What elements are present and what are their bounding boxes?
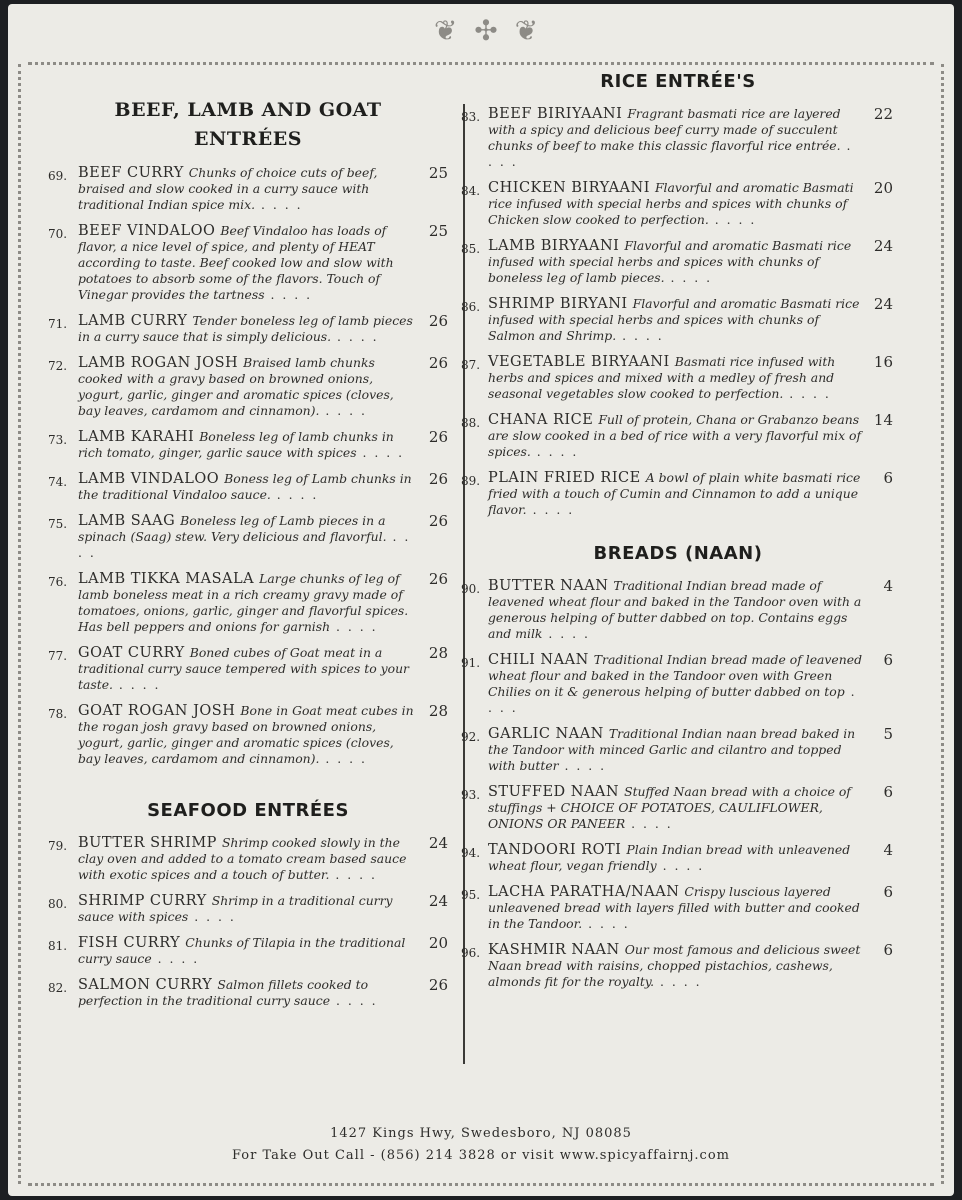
section-title-breads: BREADS (NAAN) xyxy=(593,542,763,564)
item-body xyxy=(488,884,863,932)
leader-dots: . . . . xyxy=(331,328,379,344)
item-number: 76. xyxy=(48,574,68,589)
leader-dots: . . . . xyxy=(664,269,713,285)
menu-item xyxy=(463,106,893,170)
menu-item xyxy=(463,354,893,402)
leader-dots: . . . . xyxy=(582,915,630,931)
item-number: 71. xyxy=(48,316,68,331)
item-body xyxy=(488,180,863,228)
item-name: SHRIMP CURRY xyxy=(78,892,207,909)
footer-address: 1427 Kings Hwy, Swedesboro, NJ 08085 xyxy=(330,1126,632,1141)
item-price: 24 xyxy=(873,294,893,313)
item-body xyxy=(488,412,863,460)
item-price: 22 xyxy=(873,104,893,123)
item-body xyxy=(78,893,418,925)
item-price: 28 xyxy=(428,701,448,720)
item-name: CHANA RICE xyxy=(488,411,594,428)
menu-item xyxy=(463,784,893,832)
item-number: 89. xyxy=(461,473,481,488)
item-description: Boneless leg of Lamb pieces in a spinach (Saag) stew. Very delicious and flavorful. xyxy=(78,512,387,544)
item-name: LAMB SAAG xyxy=(78,512,176,529)
menu-item xyxy=(48,223,448,303)
leader-dots: . . . . xyxy=(530,443,579,459)
ornament-flourish: ❦ ✣ ❦ xyxy=(433,14,543,47)
item-price: 16 xyxy=(873,352,893,371)
item-body xyxy=(488,784,863,832)
border-bottom xyxy=(28,1175,934,1186)
leader-dots: . . . . xyxy=(526,501,575,517)
item-name: LAMB TIKKA MASALA xyxy=(78,570,255,587)
item-price: 24 xyxy=(873,236,893,255)
item-description: Chunks of choice cuts of beef, braised and slow cooked in a curry sauce with traditional Indian spice mix. xyxy=(78,164,378,212)
item-price: 25 xyxy=(428,221,448,240)
leader-dots: . . . . xyxy=(112,676,161,692)
border-right xyxy=(933,64,944,1184)
right-column xyxy=(463,68,893,990)
item-body xyxy=(488,726,863,774)
item-description: Fragrant basmati rice are layered with a spicy and delicious beef curry made of succulent chunks of beef to make this classic flavorful rice entrée. xyxy=(488,105,841,153)
leader-dots: . . . . xyxy=(329,866,377,882)
item-description: Chunks of Tilapia in the traditional curry sauce xyxy=(78,934,406,966)
item-body xyxy=(78,935,418,967)
leader-dots: . . . . xyxy=(558,757,607,773)
item-number: 80. xyxy=(48,896,68,911)
item-body xyxy=(78,165,418,213)
item-body xyxy=(488,578,863,642)
item-name: PLAIN FRIED RICE xyxy=(488,469,641,486)
leader-dots: . . . . xyxy=(255,196,303,212)
item-price: 4 xyxy=(883,576,893,595)
item-number: 94. xyxy=(461,845,481,860)
menu-item xyxy=(48,835,448,883)
item-name: LAMB VINDALOO xyxy=(78,470,220,487)
item-price: 26 xyxy=(428,469,448,488)
menu-item xyxy=(48,429,448,461)
menu-page xyxy=(8,4,954,1196)
item-number: 69. xyxy=(48,168,68,183)
leader-dots: . . . . xyxy=(319,402,367,418)
item-number: 75. xyxy=(48,516,68,531)
item-description: Flavorful and aromatic Basmati rice infused with special herbs and spices with chunks of boneless leg of lamb pieces. xyxy=(488,237,852,285)
menu-item xyxy=(48,935,448,967)
item-price: 25 xyxy=(428,163,448,182)
menu-item xyxy=(48,703,448,767)
menu-item xyxy=(48,471,448,503)
item-price: 26 xyxy=(428,353,448,372)
menu-item xyxy=(463,238,893,286)
item-price: 24 xyxy=(428,833,448,852)
item-price: 14 xyxy=(873,410,893,429)
menu-item xyxy=(48,513,448,561)
item-body xyxy=(488,842,863,874)
item-number: 83. xyxy=(461,109,481,124)
item-name: SALMON CURRY xyxy=(78,976,213,993)
item-body xyxy=(78,223,418,303)
item-number: 70. xyxy=(48,226,68,241)
leader-dots: . . . . xyxy=(330,992,378,1008)
item-body xyxy=(78,645,418,693)
item-description: Beef Vindaloo has loads of flavor, a nice level of spice, and plenty of HEAT according to taste. Beef cooked low and slow with potatoes to absorb some of the flavors. Touch of Vinegar provides the tartness xyxy=(78,222,394,302)
leader-dots: . . . . xyxy=(542,625,590,641)
item-description: Full of protein, Chana or Grabanzo beans are slow cooked in a bed of rice with a very flavorful mix of spices. xyxy=(488,411,862,459)
item-name: SHRIMP BIRYANI xyxy=(488,295,628,312)
leader-dots: . . . . xyxy=(264,286,313,302)
left-column xyxy=(48,96,448,1009)
leader-dots: . . . . xyxy=(319,750,367,766)
item-description: Traditional Indian bread made of leavened wheat flour and baked in the Tandoor oven with Green Chilies on it & generous helping of butter dabbed on top xyxy=(488,651,863,699)
menu-item xyxy=(463,884,893,932)
item-body xyxy=(78,513,418,561)
item-body xyxy=(78,355,418,419)
item-description: Bone in Goat meat cubes in the rogan josh gravy based on browned onions, yogurt, garlic, ginger and aromatic spices (cloves, bay leaves, cardamom and cinnamon). xyxy=(78,702,414,766)
item-description: Plain Indian bread with unleavened wheat flour, vegan friendly xyxy=(488,841,851,873)
item-body xyxy=(78,571,418,635)
item-number: 90. xyxy=(461,581,481,596)
item-number: 77. xyxy=(48,648,68,663)
item-body xyxy=(78,703,418,767)
item-price: 6 xyxy=(883,468,893,487)
leader-dots: . . . . xyxy=(188,908,236,924)
menu-item xyxy=(48,355,448,419)
item-number: 84. xyxy=(461,183,481,198)
item-number: 74. xyxy=(48,474,68,489)
leader-dots: . . . . xyxy=(356,444,405,460)
item-name: TANDOORI ROTI xyxy=(488,841,622,858)
item-name: CHILI NAAN xyxy=(488,651,589,668)
item-description: Basmati rice infused with herbs and spices and mixed with a medley of fresh and seasonal vegetables slow cooked to perfection. xyxy=(488,353,836,401)
item-number: 96. xyxy=(461,945,481,960)
section-title-meat: BEEF, LAMB AND GOAT ENTRÉES xyxy=(114,99,382,151)
item-description: Traditional Indian naan bread baked in the Tandoor with minced Garlic and cilantro and topped with butter xyxy=(488,725,856,773)
leader-dots: . . . . xyxy=(708,211,757,227)
item-description: Braised lamb chunks cooked with a gravy based on browned onions, yogurt, garlic, ginger and aromatic spices (cloves, bay leaves, cardamom and cinnamon). xyxy=(78,354,394,418)
menu-item xyxy=(463,296,893,344)
leader-dots: . . . . xyxy=(783,385,831,401)
meat-items xyxy=(48,165,448,767)
item-number: 95. xyxy=(461,887,481,902)
item-body xyxy=(78,313,418,345)
item-description: Flavorful and aromatic Basmati rice infused with special herbs and spices with chunks of Chicken slow cooked to perfection. xyxy=(488,179,854,227)
item-name: FISH CURRY xyxy=(78,934,181,951)
item-name: LAMB ROGAN JOSH xyxy=(78,354,239,371)
item-body xyxy=(78,977,418,1009)
item-body xyxy=(488,354,863,402)
item-name: LAMB BIRYAANI xyxy=(488,237,620,254)
item-price: 6 xyxy=(883,650,893,669)
item-number: 85. xyxy=(461,241,481,256)
leader-dots: . . . . xyxy=(616,327,664,343)
item-description: Shrimp in a traditional curry sauce with spices xyxy=(78,892,393,924)
item-price: 24 xyxy=(428,891,448,910)
item-price: 20 xyxy=(428,933,448,952)
leader-dots: . . . . xyxy=(488,137,853,169)
item-number: 88. xyxy=(461,415,481,430)
item-name: BEEF VINDALOO xyxy=(78,222,216,239)
menu-item xyxy=(463,470,893,518)
leader-dots: . . . . xyxy=(654,973,702,989)
item-price: 6 xyxy=(883,782,893,801)
item-name: LACHA PARATHA/NAAN xyxy=(488,883,680,900)
menu-item xyxy=(463,652,893,716)
leader-dots: . . . . xyxy=(78,528,411,560)
item-body xyxy=(78,429,418,461)
item-description: A bowl of plain white basmati rice fried with a touch of Cumin and Cinnamon to add a unique flavor. xyxy=(488,469,861,517)
item-name: BEEF BIRIYAANI xyxy=(488,105,623,122)
item-price: 5 xyxy=(883,724,893,743)
item-name: CHICKEN BIRYAANI xyxy=(488,179,650,196)
item-description: Tender boneless leg of lamb pieces in a curry sauce that is simply delicious. xyxy=(78,312,413,344)
leader-dots: . . . . xyxy=(656,857,705,873)
item-number: 82. xyxy=(48,980,68,995)
menu-item xyxy=(48,165,448,213)
menu-item xyxy=(48,645,448,693)
menu-item xyxy=(48,571,448,635)
item-number: 81. xyxy=(48,938,68,953)
item-number: 79. xyxy=(48,838,68,853)
item-description: Crispy luscious layered unleavened bread with layers filled with butter and cooked in the Tandoor. xyxy=(488,883,860,931)
item-name: BUTTER NAAN xyxy=(488,577,609,594)
item-name: BEEF CURRY xyxy=(78,164,184,181)
leader-dots: . . . . xyxy=(151,950,200,966)
section-title-seafood: SEAFOOD ENTRÉES xyxy=(147,799,349,821)
leader-dots: . . . . xyxy=(488,683,857,715)
item-number: 92. xyxy=(461,729,481,744)
item-price: 26 xyxy=(428,311,448,330)
item-body xyxy=(488,652,863,716)
item-name: GOAT ROGAN JOSH xyxy=(78,702,236,719)
item-number: 93. xyxy=(461,787,481,802)
item-body xyxy=(488,238,863,286)
item-name: BUTTER SHRIMP xyxy=(78,834,217,851)
item-name: LAMB KARAHI xyxy=(78,428,195,445)
item-price: 26 xyxy=(428,511,448,530)
menu-item xyxy=(463,842,893,874)
menu-item xyxy=(48,893,448,925)
menu-item xyxy=(463,942,893,990)
menu-item xyxy=(463,578,893,642)
item-number: 91. xyxy=(461,655,481,670)
item-description: Boneless leg of lamb chunks in rich tomato, ginger, garlic sauce with spices xyxy=(78,428,394,460)
item-name: VEGETABLE BIRYAANI xyxy=(488,353,670,370)
menu-item xyxy=(463,180,893,228)
menu-item xyxy=(463,726,893,774)
item-price: 6 xyxy=(883,940,893,959)
item-description: Traditional Indian bread made of leavened wheat flour and baked in the Tandoor oven with a generous helping of butter dabbed on top. Contains eggs and milk xyxy=(488,577,862,641)
item-number: 78. xyxy=(48,706,68,721)
item-description: Our most famous and delicious sweet Naan bread with raisins, chopped pistachios, cashews, almonds fit for the royalty. xyxy=(488,941,861,989)
section-title-rice: RICE ENTRÉE'S xyxy=(600,71,756,92)
item-price: 26 xyxy=(428,975,448,994)
footer-takeout: For Take Out Call - (856) 214 3828 or visit www.spicyaffairnj.com xyxy=(232,1148,730,1163)
rice-items xyxy=(463,106,893,518)
item-price: 26 xyxy=(428,569,448,588)
item-name: STUFFED NAAN xyxy=(488,783,620,800)
item-price: 4 xyxy=(883,840,893,859)
item-number: 86. xyxy=(461,299,481,314)
leader-dots: . . . . xyxy=(270,486,319,502)
item-price: 20 xyxy=(873,178,893,197)
item-description: Flavorful and aromatic Basmati rice infused with special herbs and spices with chunks of Salmon and Shrimp. xyxy=(488,295,860,343)
leader-dots: . . . . xyxy=(625,815,673,831)
item-price: 6 xyxy=(883,882,893,901)
item-body xyxy=(488,296,863,344)
item-number: 87. xyxy=(461,357,481,372)
item-body xyxy=(78,471,418,503)
item-description: Large chunks of leg of lamb boneless meat in a rich creamy gravy made of tomatoes, onions, garlic, ginger and flavorful spices. Has bell peppers and onions for garnish xyxy=(78,570,409,634)
leader-dots: . . . . xyxy=(330,618,378,634)
item-description: Stuffed Naan bread with a choice of stuffings + CHOICE OF POTATOES, CAULIFLOWER, ONIONS OR PANEER xyxy=(488,783,851,831)
item-name: GOAT CURRY xyxy=(78,644,185,661)
item-number: 72. xyxy=(48,358,68,373)
item-price: 26 xyxy=(428,427,448,446)
seafood-items xyxy=(48,835,448,1009)
item-body xyxy=(488,470,863,518)
item-name: LAMB CURRY xyxy=(78,312,188,329)
item-description: Boned cubes of Goat meat in a traditional curry sauce tempered with spices to your taste. xyxy=(78,644,409,692)
item-name: GARLIC NAAN xyxy=(488,725,604,742)
item-body xyxy=(488,106,863,170)
item-description: Shrimp cooked slowly in the clay oven and added to a tomato cream based sauce with exotic spices and a touch of butter. xyxy=(78,834,407,882)
item-number: 73. xyxy=(48,432,68,447)
item-description: Salmon fillets cooked to perfection in the traditional curry sauce xyxy=(78,976,369,1008)
item-price: 28 xyxy=(428,643,448,662)
item-body xyxy=(488,942,863,990)
menu-item xyxy=(463,412,893,460)
item-description: Boness leg of Lamb chunks in the traditional Vindaloo sauce. xyxy=(78,470,412,502)
menu-item xyxy=(48,977,448,1009)
item-name: KASHMIR NAAN xyxy=(488,941,620,958)
border-left xyxy=(18,64,29,1184)
item-body xyxy=(78,835,418,883)
bread-items xyxy=(463,578,893,990)
menu-item xyxy=(48,313,448,345)
